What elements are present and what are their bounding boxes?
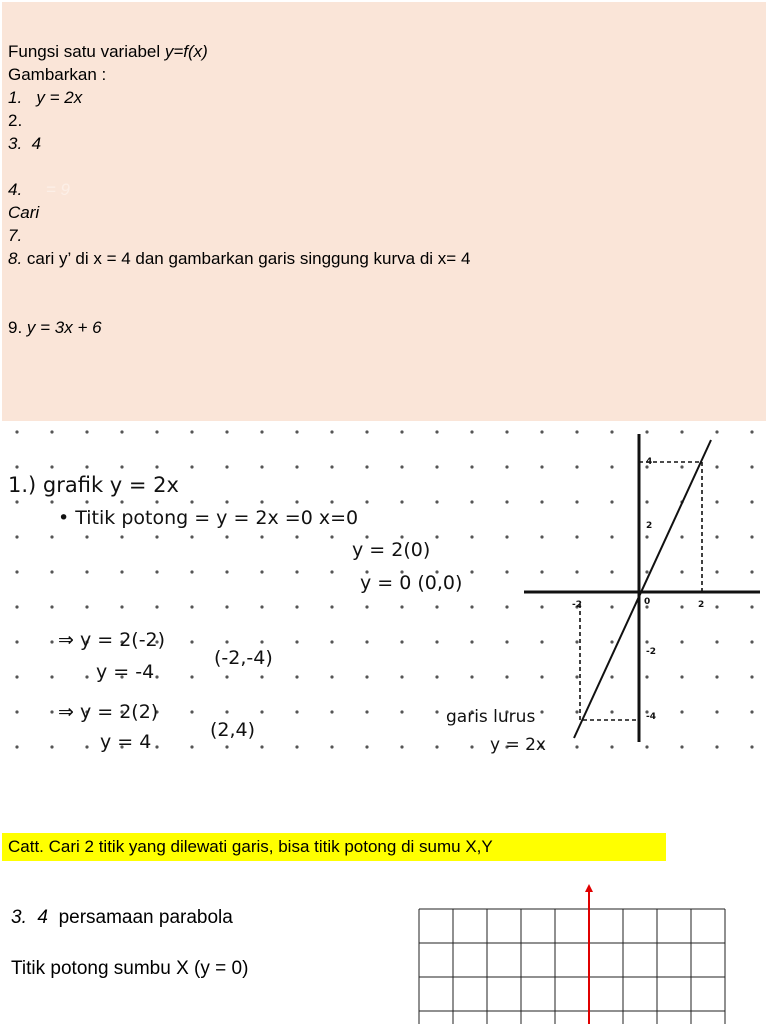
item-1-equation: y = 2x [36, 88, 83, 107]
cari-label: Cari [8, 203, 40, 222]
item-9-equation: y = 3x + 6 [26, 318, 102, 337]
task-title [8, 42, 208, 62]
handwritten-notes [0, 424, 768, 764]
section-3-heading: persamaan parabola [58, 907, 233, 928]
tick-y-neg2: -2 [646, 647, 656, 657]
tick-x-0: 0 [644, 597, 651, 607]
item-3-equation: 4 [31, 134, 42, 153]
item-8-number: 8. [8, 249, 23, 268]
item-3-number: 3. [8, 134, 23, 153]
catatan-note: Catt. Cari 2 titik yang dilewati garis, bisa titik potong di sumu X,Y [2, 833, 666, 861]
item-4-equation: = 9 [45, 180, 70, 199]
item-9-number: 9. [8, 318, 27, 337]
item-1-number: 1. [8, 88, 23, 107]
tick-x-neg2: -2 [572, 600, 582, 610]
task-item-3 [8, 134, 41, 154]
section-3-equation: 4 [37, 907, 48, 928]
task-item-1 [8, 88, 82, 108]
point-pos: (2,4) [210, 719, 256, 741]
section-3-number: 3. [11, 907, 27, 928]
section-3-titik: Titik potong sumbu X (y = 0) [11, 958, 249, 979]
substitution-2: y = 0 (0,0) [360, 572, 463, 594]
task-item-7: 7. [8, 226, 23, 245]
titik-potong-line: • Titik potong = y = 2x =0 x=0 [58, 507, 359, 529]
notes-heading: 1.) grafik y = 2x [8, 473, 179, 497]
task-title-function: y=f(x) [164, 42, 208, 61]
task-item-4 [8, 180, 70, 200]
task-panel [2, 2, 766, 421]
arrow-calc-1b: y = -4 [96, 661, 155, 683]
gambarkan-label: Gambarkan : [8, 65, 107, 84]
arrow-calc-2b: y = 4 [100, 731, 152, 753]
section-3-title [11, 907, 233, 929]
tick-y-2: 2 [646, 521, 653, 531]
item-4-number: 4. [8, 180, 23, 199]
tick-x-2: 2 [698, 600, 705, 610]
item-8-text: cari y’ di x = 4 dan gambarkan garis singgung kurva di x= 4 [22, 249, 471, 268]
point-neg: (-2,-4) [214, 647, 273, 669]
task-item-9 [8, 318, 102, 338]
arrow-calc-2a: ⇒ y = 2(2) [58, 701, 159, 723]
tick-y-neg4: -4 [646, 712, 656, 722]
substitution-1: y = 2(0) [352, 539, 431, 561]
tick-y-4: 4 [646, 457, 653, 467]
task-item-8 [8, 249, 470, 269]
task-title-text: Fungsi satu variabel [8, 42, 165, 61]
red-arrow-icon [585, 884, 593, 892]
task-item-2: 2. [8, 111, 23, 130]
parabola-grid [416, 880, 736, 1024]
garis-equation: y = 2x [490, 735, 546, 755]
arrow-calc-1a: ⇒ y = 2(-2) [58, 629, 166, 651]
garis-lurus-label: garis lurus [446, 707, 536, 727]
